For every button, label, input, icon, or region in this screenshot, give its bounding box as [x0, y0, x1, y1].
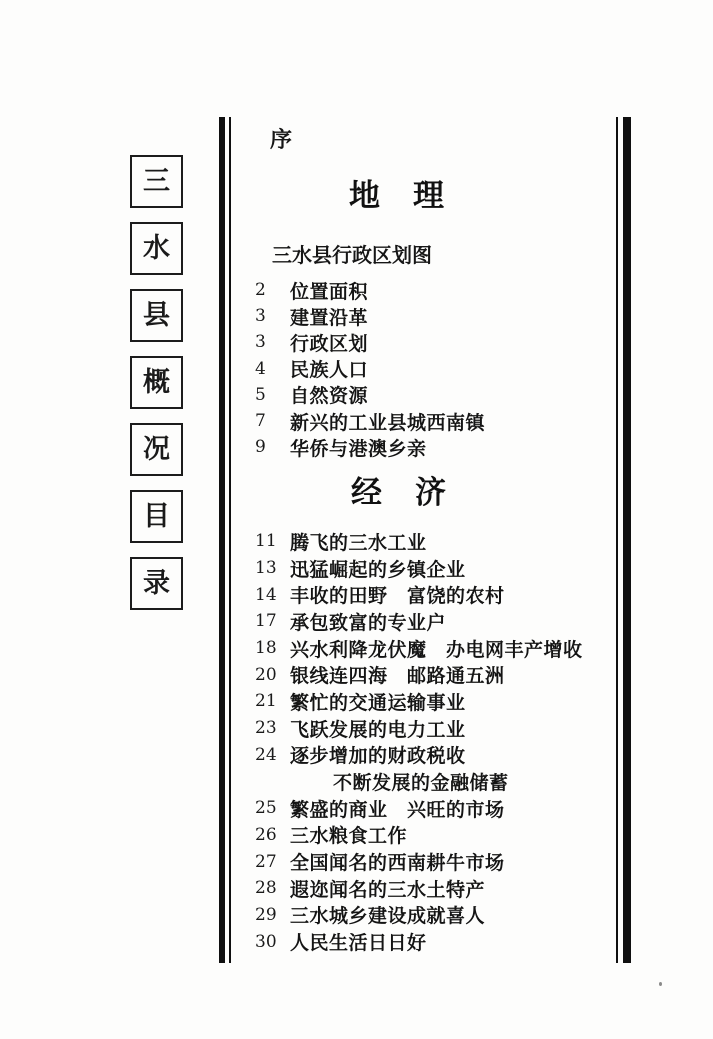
toc-entry [232, 528, 616, 555]
toc-entry [232, 688, 616, 715]
spine-character-box [130, 557, 183, 610]
toc-entry [232, 408, 616, 434]
toc-entry-page-number: 7 [255, 411, 266, 432]
toc-entry-title: 全国闻名的西南耕牛市场 [290, 853, 505, 875]
toc-entry-title: 腾飞的三水工业 [290, 532, 427, 554]
spine-character-box [130, 222, 183, 275]
toc-entry [232, 356, 616, 382]
spine-character: 水 [143, 233, 170, 263]
toc-entry-title: 人民生活日日好 [290, 933, 427, 955]
toc-entry-page-number: 3 [255, 306, 266, 327]
toc-entry [232, 329, 616, 355]
toc-entry-title: 兴水利降龙伏魔 办电网丰产增收 [290, 639, 583, 661]
preface-heading: 序 [270, 127, 293, 152]
spine-character: 录 [143, 568, 170, 598]
toc-entry-page-number: 30 [255, 931, 277, 952]
toc-list-economy [232, 528, 616, 955]
toc-entry-page-number: 13 [255, 558, 277, 579]
toc-entry [232, 303, 616, 329]
toc-entry [232, 848, 616, 875]
scan-artifact-dot [659, 982, 662, 986]
spine-character: 三 [143, 166, 170, 196]
toc-entry [232, 635, 616, 662]
toc-entry-page-number: 11 [255, 531, 277, 552]
toc-entry [232, 661, 616, 688]
toc-entry [232, 928, 616, 955]
spine-character: 概 [143, 367, 170, 397]
toc-entry-page-number: 18 [255, 638, 277, 659]
toc-entry-page-number: 23 [255, 718, 277, 739]
toc-entry-title: 逐步增加的财政税收 [290, 746, 466, 768]
toc-entry-title: 银线连四海 邮路通五洲 [290, 666, 505, 688]
toc-entry-page-number: 4 [255, 358, 266, 379]
toc-entry [232, 277, 616, 303]
toc-entry-title: 三水城乡建设成就喜人 [290, 906, 486, 928]
spine-character: 况 [143, 434, 170, 464]
map-caption: 三水县行政区划图 [272, 245, 432, 267]
toc-entry-title: 位置面积 [290, 281, 369, 303]
right-thick-rule [623, 117, 631, 963]
toc-entry [232, 795, 616, 822]
toc-entry-title: 繁忙的交通运输事业 [290, 692, 466, 714]
toc-entry-page-number: 28 [255, 878, 277, 899]
toc-entry-page-number: 9 [255, 437, 266, 458]
toc-entry [232, 555, 616, 582]
left-thin-rule [229, 117, 231, 963]
toc-entry-title: 繁盛的商业 兴旺的市场 [290, 799, 505, 821]
spine-character-box [130, 490, 183, 543]
toc-entry-page-number: 26 [255, 824, 277, 845]
spine-character-box [130, 155, 183, 208]
toc-entry-page-number: 25 [255, 798, 277, 819]
toc-entry-title: 行政区划 [290, 333, 369, 355]
toc-entry-title: 遐迩闻名的三水土特产 [290, 879, 486, 901]
section-title-economy: 经 济 [351, 475, 447, 511]
toc-entry-page-number: 5 [255, 384, 266, 405]
toc-entry-title: 飞跃发展的电力工业 [290, 719, 466, 741]
toc-entry [232, 875, 616, 902]
section-title-geography: 地 理 [349, 178, 445, 214]
toc-entry-title: 承包致富的专业户 [290, 612, 447, 634]
spine-character: 县 [143, 300, 170, 330]
toc-entry-title: 不断发展的金融储蓄 [333, 773, 509, 795]
toc-entry-title: 新兴的工业县城西南镇 [290, 412, 486, 434]
toc-entry-page-number: 20 [255, 664, 277, 685]
right-thin-rule [616, 117, 618, 963]
left-thick-rule [219, 117, 225, 963]
toc-entry-page-number: 29 [255, 904, 277, 925]
toc-entry-title: 华侨与港澳乡亲 [290, 438, 427, 460]
toc-entry [232, 715, 616, 742]
spine-title [130, 155, 183, 624]
toc-entry-page-number: 3 [255, 332, 266, 353]
toc-entry-title: 自然资源 [290, 386, 369, 408]
toc-entry [232, 902, 616, 929]
toc-entry [232, 434, 616, 460]
spine-character: 目 [143, 501, 170, 531]
toc-entry-page-number: 27 [255, 851, 277, 872]
toc-list-geography [232, 277, 616, 460]
toc-entry-title: 三水粮食工作 [290, 826, 408, 848]
toc-entry-page-number: 14 [255, 584, 277, 605]
toc-entry-title: 民族人口 [290, 360, 369, 382]
toc-entry [232, 768, 616, 795]
toc-entry [232, 742, 616, 769]
toc-entry-page-number: 17 [255, 611, 277, 632]
toc-entry-title: 建置沿革 [290, 307, 369, 329]
toc-entry-page-number: 24 [255, 744, 277, 765]
toc-entry [232, 581, 616, 608]
spine-character-box [130, 289, 183, 342]
toc-entry [232, 382, 616, 408]
toc-entry [232, 822, 616, 849]
toc-entry-page-number: 2 [255, 280, 266, 301]
toc-entry-page-number: 21 [255, 691, 277, 712]
toc-entry-title: 丰收的田野 富饶的农村 [290, 586, 505, 608]
toc-entry [232, 608, 616, 635]
toc-entry-title: 迅猛崛起的乡镇企业 [290, 559, 466, 581]
spine-character-box [130, 356, 183, 409]
spine-character-box [130, 423, 183, 476]
